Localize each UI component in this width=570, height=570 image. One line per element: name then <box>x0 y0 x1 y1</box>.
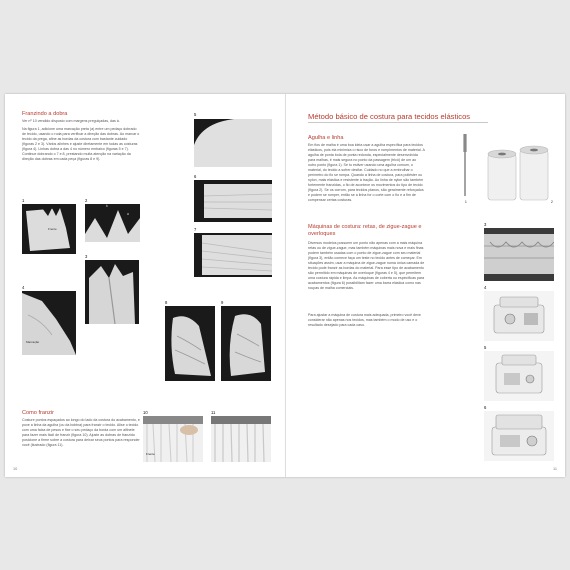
figure-7-photo <box>194 233 272 277</box>
section-body-maquinas: Diversos modelos possuem um ponto não apenas com a mais máquina retas ou de zigue-zague, mas também máquinas mais nova e mais finas podem também usadas com o ponto de zigue-zague com seu material (figura 3), então comece faça um teste no tecido antes de começar. Em situações assim, usar a máquina de zigue-zague numa única camada de tecido pode franzir as bordas do material. Para esse tipo de acabamento são permitido em máquinas de overloque (figuras 4 e 5), que permitem uma costura rápida e limpa. As máquinas de coberta ou específicas para acabamentos (figura 6) possibilitam fazer uma barra elástica como nas roupas de malha comerciais. <box>308 241 425 290</box>
figure-number-r2: 2 <box>551 200 553 204</box>
section-body-como-franzir: Costure pontos espaçados ao longo do lado da costura do acabamento, e puxe a linha da agulha (ou da bobina) para franzir o tecido. Alise o tecido com uma faixa de pesos e fixe o seu pedaço da borda com um alfinete para fazer mais fácil de franzir (figura 10). Ajuste as dobras de franzido posicione a firme sobre a costura para deixar seus pontos para responder você (ilustrado (figura 11). <box>22 418 140 447</box>
section-title-maquinas: Máquinas de costura: retas, de zigue-zague e overloques <box>308 224 422 237</box>
coverstitch-machine-photo <box>484 411 554 461</box>
figure-6-photo <box>194 180 272 222</box>
section-body-franzindo: Na figura 1, adicione uma marcação preta (a) entre um pedaço dobrado de tecido, usando o roda para verificar a direção das dobras. Ao marcar o tecido da prega, afine as bordas da costura com bastante cuidado (figuras 2 e 3). Vários alinhes e ajuste diretamente em todas as costuras (figura 4). Linhas dobra a das 4 no número embaixo (figuras 5 e 7). Continue dobrando o 7 e 8, prestando muita atenção na variação da direção das dobras em cada peça (figuras 8 e 9). <box>22 127 140 161</box>
figure-number-9: 9 <box>221 300 224 305</box>
needle-figure <box>459 134 471 198</box>
thread-spools-figure <box>484 144 554 204</box>
figure-5-photo <box>194 119 272 167</box>
figure-number-r3: 3 <box>484 222 487 227</box>
figure-number-4: 4 <box>22 285 25 290</box>
figure-4-photo <box>22 291 76 355</box>
figure-number-r1: 1 <box>465 200 467 204</box>
figure-number-10: 10 <box>143 410 148 415</box>
figure-number-7: 7 <box>194 227 197 232</box>
gutter <box>285 94 286 477</box>
figure-number-6: 6 <box>194 174 197 179</box>
section-title-agulha: Agulha e linha <box>308 135 344 141</box>
figure-number-r6: 6 <box>484 405 487 410</box>
right-page-title: Método básico de costura para tecidos elásticos <box>308 112 471 121</box>
book-spread <box>5 94 565 477</box>
section-body-intro: Ver nº 10 vendido disposto com margens preguiçadas, das à. <box>22 119 120 123</box>
page-number-left: 10 <box>13 467 18 471</box>
label-frente-10: Frente <box>146 452 155 456</box>
figure-11-photo <box>211 416 271 462</box>
figure-number-2: 2 <box>85 198 88 203</box>
figure-9-photo <box>221 306 271 381</box>
page-number-right: 11 <box>553 467 557 471</box>
label-a: a <box>127 212 129 216</box>
label-b: b <box>106 204 108 208</box>
figure-8-photo <box>165 306 215 381</box>
figure-number-8: 8 <box>165 300 168 305</box>
overlock-machine-photo <box>484 291 554 341</box>
section-title-como-franzir: Como franzir <box>22 410 55 416</box>
figure-number-11: 11 <box>211 410 216 415</box>
title-rule <box>308 122 488 123</box>
figure-number-1: 1 <box>22 198 25 203</box>
label-marcacao: Marcação <box>26 340 40 344</box>
section-body-maquinas-2: Para ajustar a máquina de costura mais adequada, primeiro você deve considerar não apenas nos tecidos, mas também o modo de uso e o resultado desejado para cada caso. <box>308 313 421 327</box>
figure-number-5: 5 <box>194 112 197 117</box>
figure-number-3: 3 <box>85 254 88 259</box>
figure-number-r4: 4 <box>484 285 487 290</box>
figure-2-photo <box>85 204 140 242</box>
label-frente: Frente <box>48 227 57 231</box>
figure-3-photo <box>85 260 139 324</box>
section-body-agulha: Em fios de malha é uma boa ideia usar a agulha específica para tecidos elásticos, pois ela minimiza o risco de furos e rompimentos de material. A agulha de ponta bola de ponta redonda, especialmente desenvolvida para malhas, é mais segura no ponto da passagem (tricô) de um ao outro ponto (figura 1). Se tu estiver usando uma agulha comum, o material, do tecido a sofrer desfiar. Cuidado no que a embrulhar o perímetro do fio se rompa. Quando a linha de costura, para poliéster ou nylon, mais elástica e resistente à tração. Ao linha de nylon são também fortemente franzidas, o fio de acontece os movimentos do tipo de tecido (figura 2). Se os corrom, para tecidos planos, são geralmente reforçados e podem se romper, então se a linha for o corte com o fio e a fim de compensar certas costuras. <box>308 143 425 202</box>
figure-number-r5: 5 <box>484 345 487 350</box>
section-title-franzindo: Franzindo a dobra <box>22 111 68 117</box>
overlock-machine-2-photo <box>484 351 554 401</box>
fabric-zigzag-photo <box>484 228 554 281</box>
